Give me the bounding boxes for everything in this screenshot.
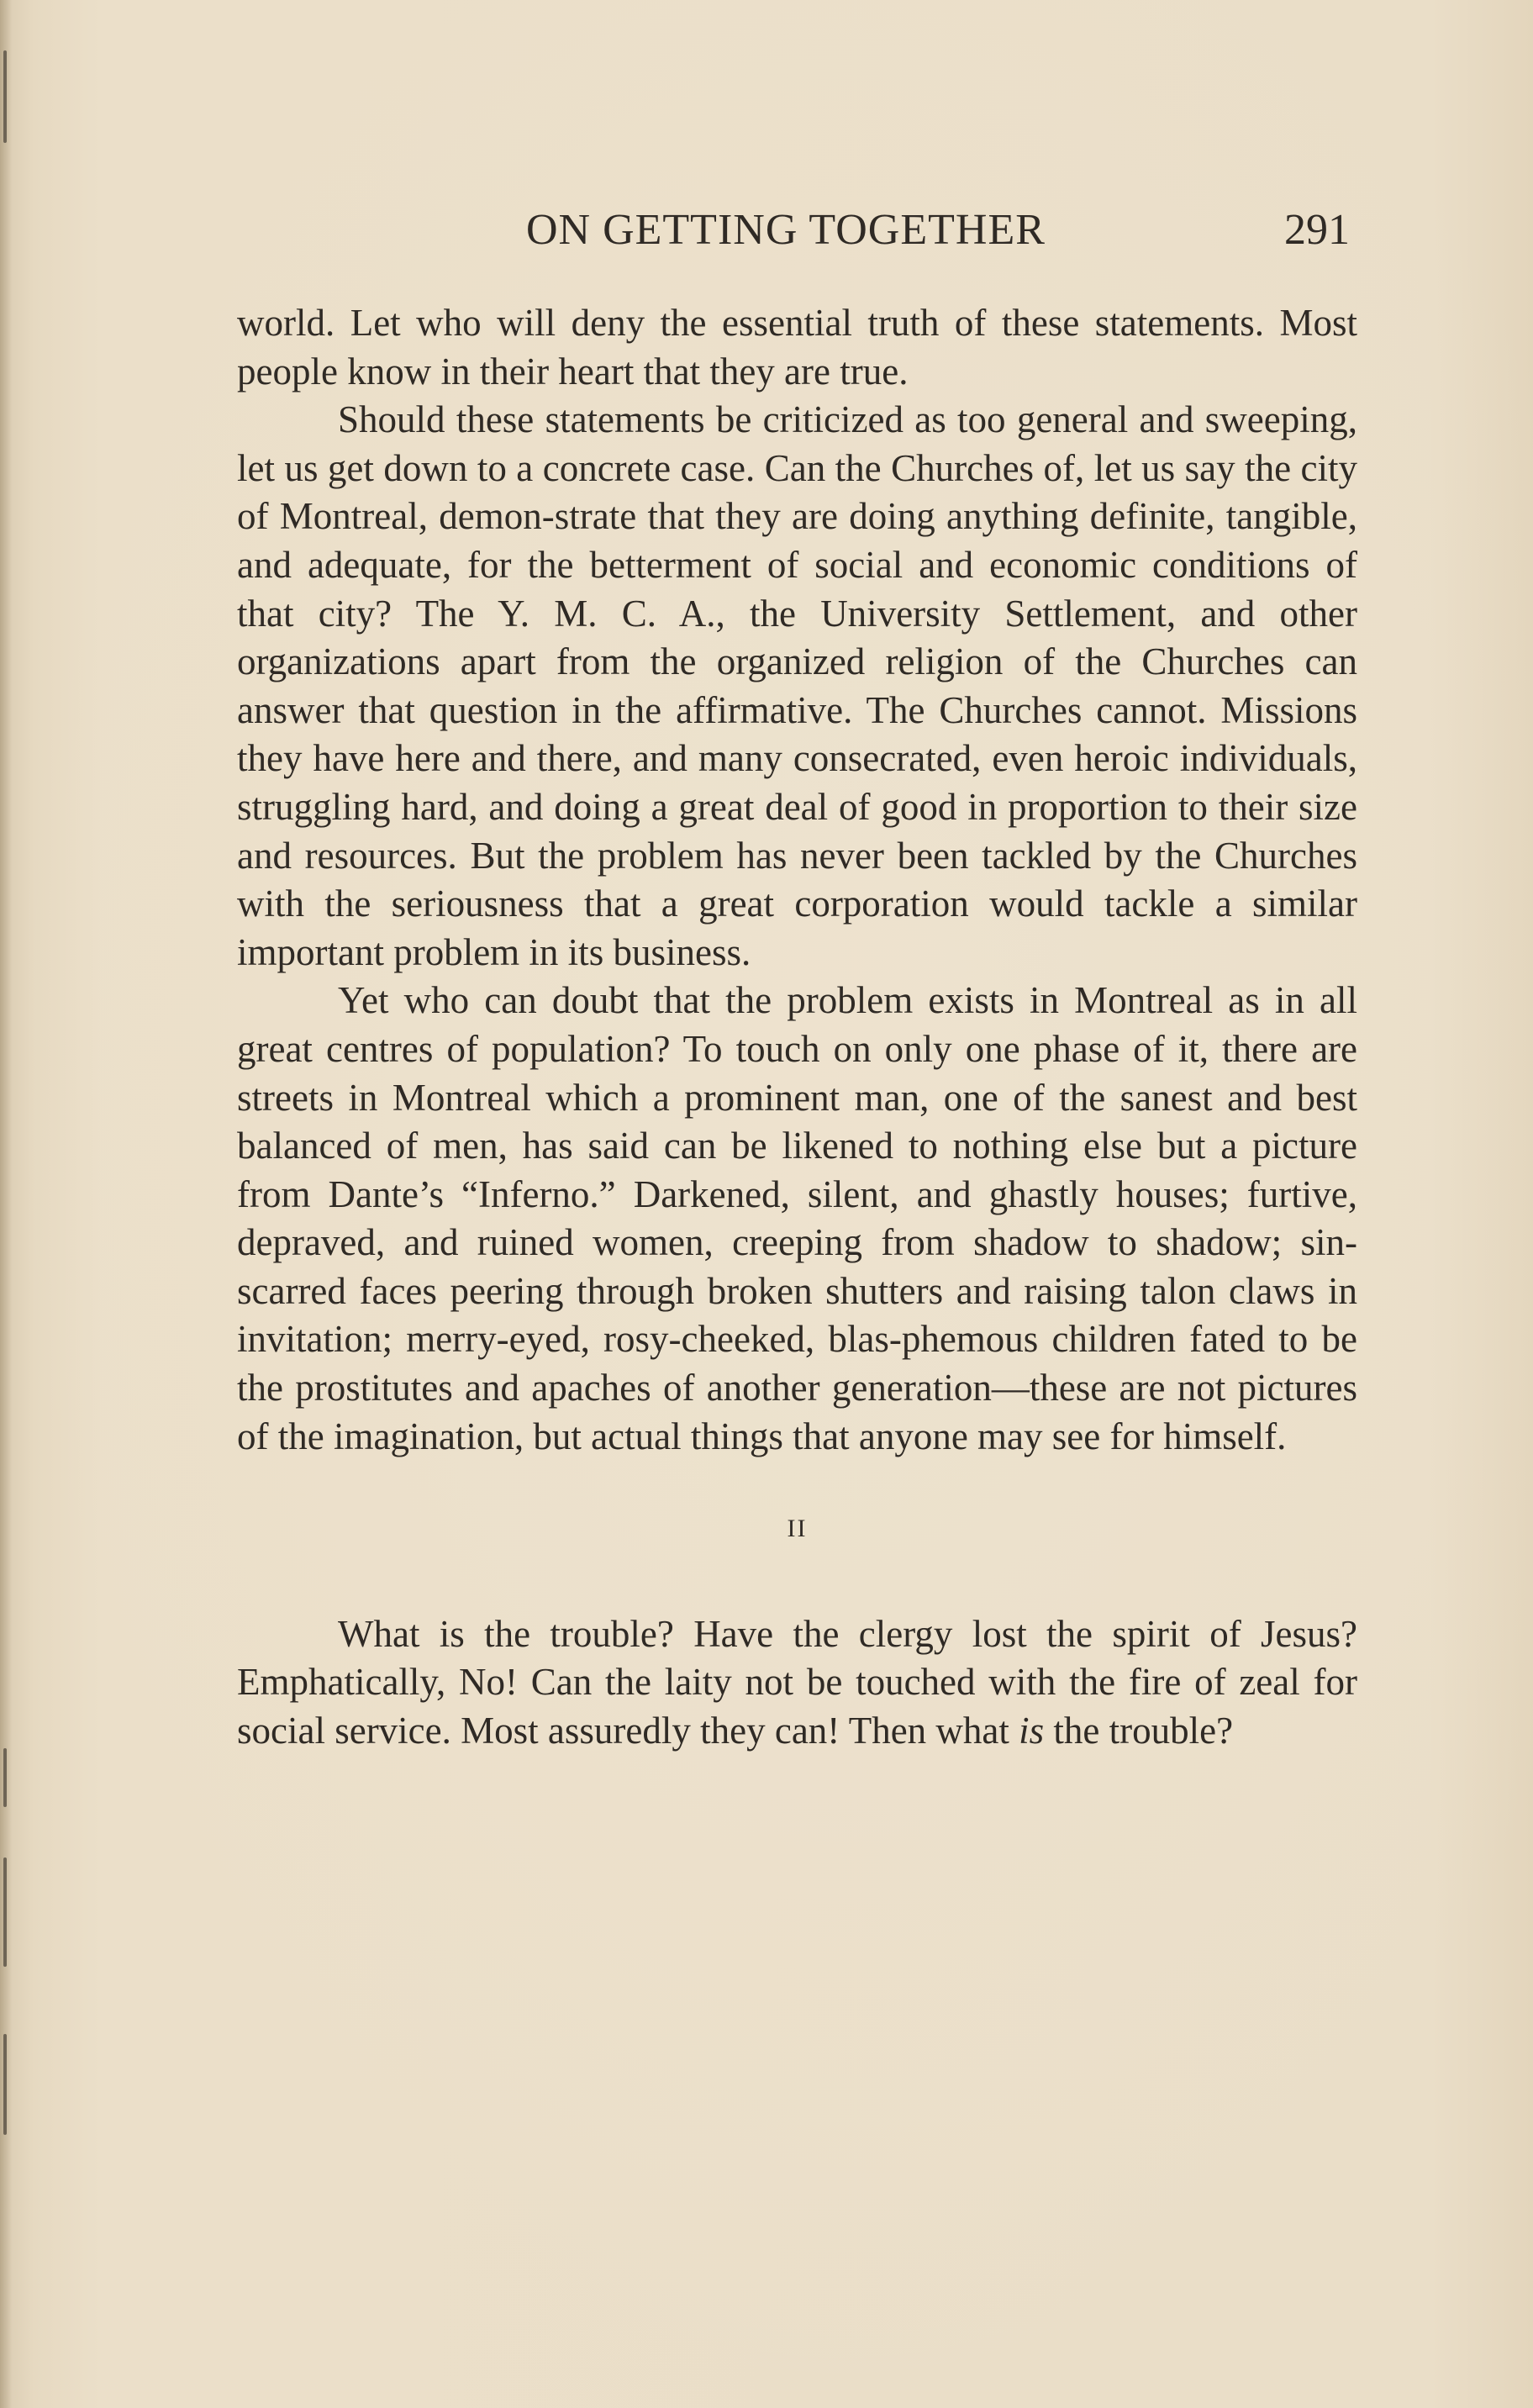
page-number: 291 (1284, 206, 1350, 254)
page-body (237, 299, 1357, 1756)
binding-shadow-mark (3, 1857, 7, 1967)
section-numeral: II (787, 1515, 808, 1543)
paragraph: Should these statements be criticized as too general and sweeping, let us get down to a concrete case. Can the Churches of, let us say the city of Montreal, demon-strate that they are doing anything definite, tangible, and adequate, for the betterment of social and economic conditions of that city? The Y. M. C. A., the University Settlement, and other organizations apart from the organized religion of the Churches can answer that question in the affirmative. The Churches cannot. Missions they have here and there, and many consecrated, even heroic individuals, struggling hard, and doing a great deal of good in proportion to their size and resources. But the problem has never been tackled by the Churches with the seriousness that a great corporation would tackle a similar important problem in its business. (237, 398, 1357, 973)
running-title: ON GETTING TOGETHER (526, 206, 1046, 254)
section-paragraph-text-end: the trouble? (1044, 1710, 1234, 1752)
paragraph-continuation: world. Let who will deny the essential truth of these statements. Most people know in their heart that they are true. (237, 302, 1357, 393)
binding-shadow-mark (3, 1748, 7, 1807)
section-paragraph-emphasis: is (1019, 1710, 1045, 1752)
page-header (0, 205, 1533, 264)
section-paragraph (237, 1610, 1357, 1756)
binding-shadow-mark (3, 50, 7, 143)
binding-shadow-mark (3, 2034, 7, 2135)
section-paragraph-text: What is the trouble? Have the clergy lost the spirit of Jesus? Emphatically, No! Can the laity not be touched with the fire of zeal for social service. Most assuredly they can! Then what (237, 1612, 1357, 1752)
paragraph: Yet who can doubt that the problem exists in Montreal as in all great centres of population? To touch on only one phase of it, there are streets in Montreal which a prominent man, one of the sanest and best balanced of men, has said can be likened to nothing else but a picture from Dante’s “Inferno.” Darkened, silent, and ghastly houses; furtive, depraved, and ruined women, creeping from shadow to shadow; sin-scarred faces peering through broken shutters and raising talon claws in invitation; merry-eyed, rosy-cheeked, blas-phemous children fated to be the prostitutes and apaches of another generation—these are not pictures of the imagination, but actual things that anyone may see for himself. (237, 979, 1357, 1457)
